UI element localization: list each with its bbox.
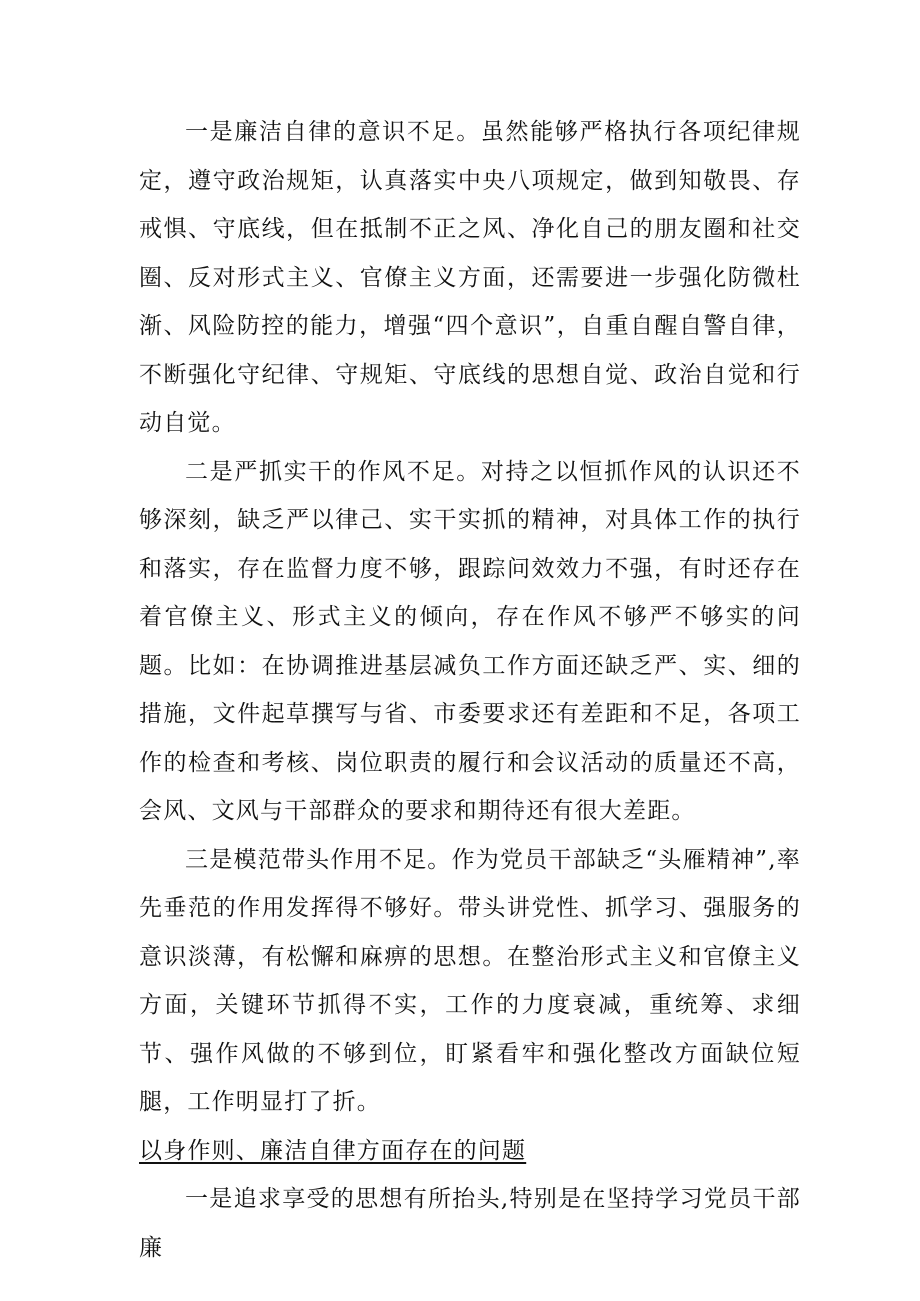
paragraph-integrity-awareness: 一是廉洁自律的意识不足。虽然能够严格执行各项纪律规定，遵守政治规矩，认真落实中央八项规定，做到知敬畏、存戒惧、守底线，但在抵制不正之风、净化自己的朋友圈和社交圈、反对形式主义、官僚主义方面，还需要进一步强化防微杜渐、风险防控的能力，增强“四个意识”，自重自醒自警自律，不断强化守纪律、守规矩、守底线的思想自觉、政治自觉和行动自觉。 [139,119,801,436]
paragraph-leading-role: 三是模范带头作用不足。作为党员干部缺乏“头雁精神”,率先垂范的作用发挥得不够好。带头讲党性、抓学习、强服务的意识淡薄，有松懈和麻痹的思想。在整治形式主义和官僚主义方面，关键环节抓得不实，工作的力度衰减，重统筹、求细节、强作风做的不够到位，盯紧看牢和强化整改方面缺位短腿，工作明显打了折。 [139,846,801,1115]
document-body [139,108,801,1272]
section-heading: 以身作则、廉洁自律方面存在的问题 [139,1137,527,1164]
paragraph-work-style: 二是严抓实干的作风不足。对持之以恒抓作风的认识还不够深刻，缺乏严以律己、实干实抓的精神，对具体工作的执行和落实，存在监督力度不够，跟踪问效效力不强，有时还存在着官僚主义、形式主义的倾向，存在作风不够严不够实的问题。比如：在协调推进基层减负工作方面还缺乏严、实、细的措施，文件起草撰写与省、市委要求还有差距和不足，各项工作的检查和考核、岗位职责的履行和会议活动的质量还不高，会风、文风与干部群众的要求和期待还有很大差距。 [139,458,801,824]
paragraph-pursuit-of-comfort: 一是追求享受的思想有所抬头,特别是在坚持学习党员干部廉 [139,1186,801,1261]
